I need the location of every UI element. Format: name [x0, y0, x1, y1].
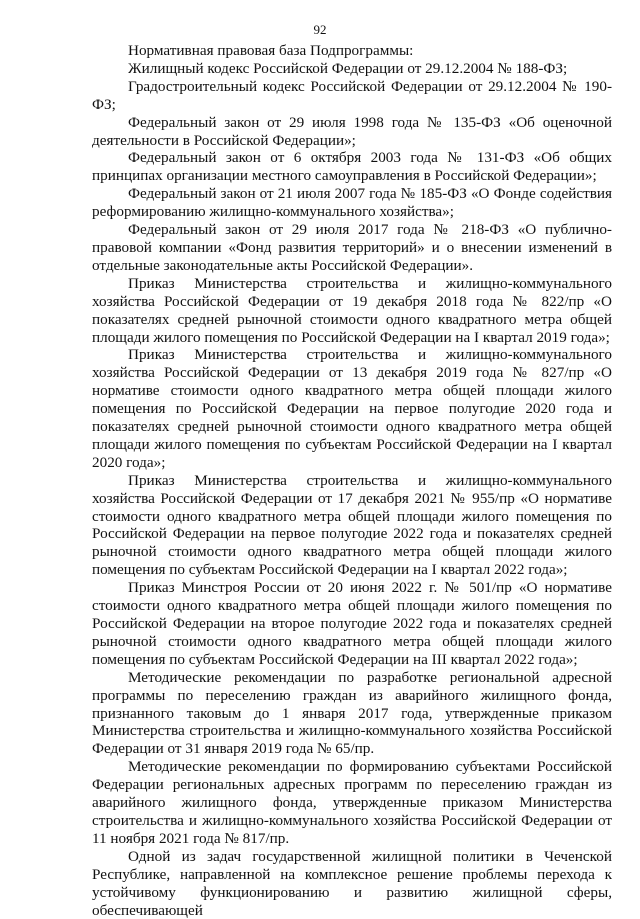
- paragraph: Приказ Министерства строительства и жилищно-коммунального хозяйства Российской Федерации от 17 декабря 2021 № 955/пр «О нормативе стоимости одного квадратного метра общей площади жилого помещения по Российской Федерации на первое полугодие 2022 года и показателях средней рыночной стоимости одного квадратного метра общей площади жилого помещения по субъектам Российской Федерации на I квартал 2022 года»;: [92, 471, 612, 579]
- paragraph: Федеральный закон от 21 июля 2007 года № 185-ФЗ «О Фонде содействия реформированию жилищно-коммунального хозяйства»;: [92, 185, 612, 221]
- paragraph: Приказ Министерства строительства и жилищно-коммунального хозяйства Российской Федерации от 13 декабря 2019 года № 827/пр «О нормативе стоимости одного квадратного метра общей площади жилого помещения по Российской Федерации на первое полугодие 2020 года и показателях средней рыночной стоимости одного квадратного метра общей площади жилого помещения по субъектам Российской Федерации на I квартал 2020 года»;: [92, 346, 612, 471]
- paragraph: Градостроительный кодекс Российской Федерации от 29.12.2004 № 190-ФЗ;: [92, 77, 612, 113]
- paragraph: Федеральный закон от 29 июля 2017 года № 218-ФЗ «О публично-правовой компании «Фонд развития территорий» и о внесении изменений в отдельные законодательные акты Российской Федерации».: [92, 221, 612, 274]
- paragraph: Методические рекомендации по разработке региональной адресной программы по переселению граждан из аварийного жилищного фонда, признанного таковым до 1 января 2017 года, утвержденные приказом Министерства строительства и жилищно-коммунального хозяйства Российской Федерации от 31 января 2019 года № 65/пр.: [92, 668, 612, 758]
- paragraph: Федеральный закон от 6 октября 2003 года № 131-ФЗ «Об общих принципах организации местного самоуправления в Российской Федерации»;: [92, 149, 612, 185]
- paragraph: Методические рекомендации по формированию субъектами Российской Федерации региональных адресных программ по переселению граждан из аварийного жилищного фонда, утвержденные приказом Министерства строительства и жилищно-коммунального хозяйства Российской Федерации от 11 ноября 2021 года № 817/пр.: [92, 758, 612, 847]
- paragraph: Жилищный кодекс Российской Федерации от 29.12.2004 № 188-ФЗ;: [128, 59, 568, 77]
- paragraph: Федеральный закон от 29 июля 1998 года № 135-ФЗ «Об оценочной деятельности в Российской Федерации»;: [92, 113, 612, 149]
- paragraph: Одной из задач государственной жилищной политики в Чеченской Республике, направленной на комплексное решение проблемы перехода к устойчивому функционированию и развитию жилищной сферы, обеспечивающей: [92, 847, 612, 919]
- document-body: [92, 42, 612, 919]
- page-number: 92: [313, 22, 327, 37]
- paragraph: Приказ Министерства строительства и жилищно-коммунального хозяйства Российской Федерации от 19 декабря 2018 года № 822/пр «О показателях средней рыночной стоимости одного квадратного метра общей площади жилого помещения по Российской Федерации на I квартал 2019 года»;: [92, 274, 612, 346]
- paragraph: Нормативная правовая база Подпрограммы:: [128, 42, 414, 59]
- paragraph: Приказ Минстроя России от 20 июня 2022 г. № 501/пр «О нормативе стоимости одного квадратного метра общей площади жилого помещения по Российской Федерации на второе полугодие 2022 года и показателях средней рыночной стоимости одного квадратного метра общей площади жилого помещения по субъектам Российской Федерации на III квартал 2022 года»;: [92, 579, 612, 668]
